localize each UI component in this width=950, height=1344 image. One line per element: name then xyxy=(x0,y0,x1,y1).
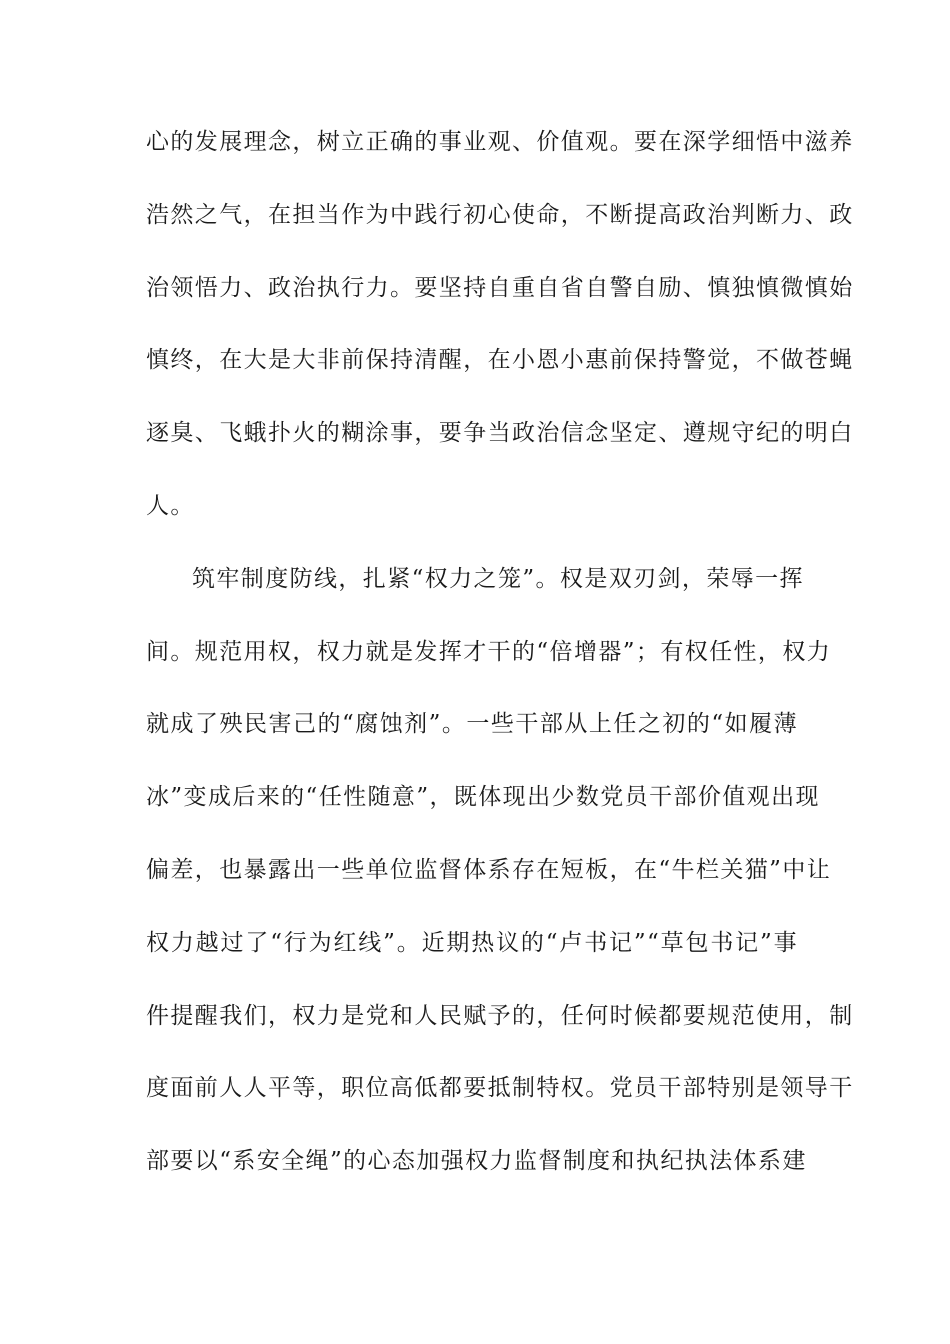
text-line: 件提醒我们，权力是党和人民赋予的，任何时候都要规范使用，制 xyxy=(146,1002,854,1029)
body-text xyxy=(146,119,854,1211)
text-line: 偏差，也暴露出一些单位监督体系存在短板，在“牛栏关猫”中让 xyxy=(146,856,832,883)
text-line: 慎终，在大是大非前保持清醒，在小恩小惠前保持警觉，不做苍蝇 xyxy=(146,347,854,374)
text-line: 浩然之气，在担当作为中践行初心使命，不断提高政治判断力、政 xyxy=(146,201,854,228)
text-line: 治领悟力、政治执行力。要坚持自重自省自警自励、慎独慎微慎始 xyxy=(146,274,854,301)
text-line: 权力越过了“行为红线”。近期热议的“卢书记”“草包书记”事 xyxy=(146,929,798,956)
text-line: 心的发展理念，树立正确的事业观、价值观。要在深学细悟中滋养 xyxy=(146,129,854,155)
paragraph-first-line: 筑牢制度防线，扎紧“权力之笼”。权是双刃剑，荣辱一挥 xyxy=(192,565,804,592)
text-line: 逐臭、飞蛾扑火的糊涂事，要争当政治信念坚定、遵规守纪的明白 xyxy=(146,420,854,447)
text-line: 间。规范用权，权力就是发挥才干的“倍增器”；有权任性，权力 xyxy=(146,638,832,665)
text-line: 部要以“系安全绳”的心态加强权力监督制度和执纪执法体系建 xyxy=(146,1148,807,1175)
text-line: 就成了殃民害己的“腐蚀剂”。一些干部从上任之初的“如履薄 xyxy=(146,711,798,738)
text-line: 人。 xyxy=(146,492,195,519)
text-line: 度面前人人平等，职位高低都要抵制特权。党员干部特别是领导干 xyxy=(146,1075,854,1102)
text-line: 冰”变成后来的“任性随意”，既体现出少数党员干部价值观出现 xyxy=(146,784,820,811)
